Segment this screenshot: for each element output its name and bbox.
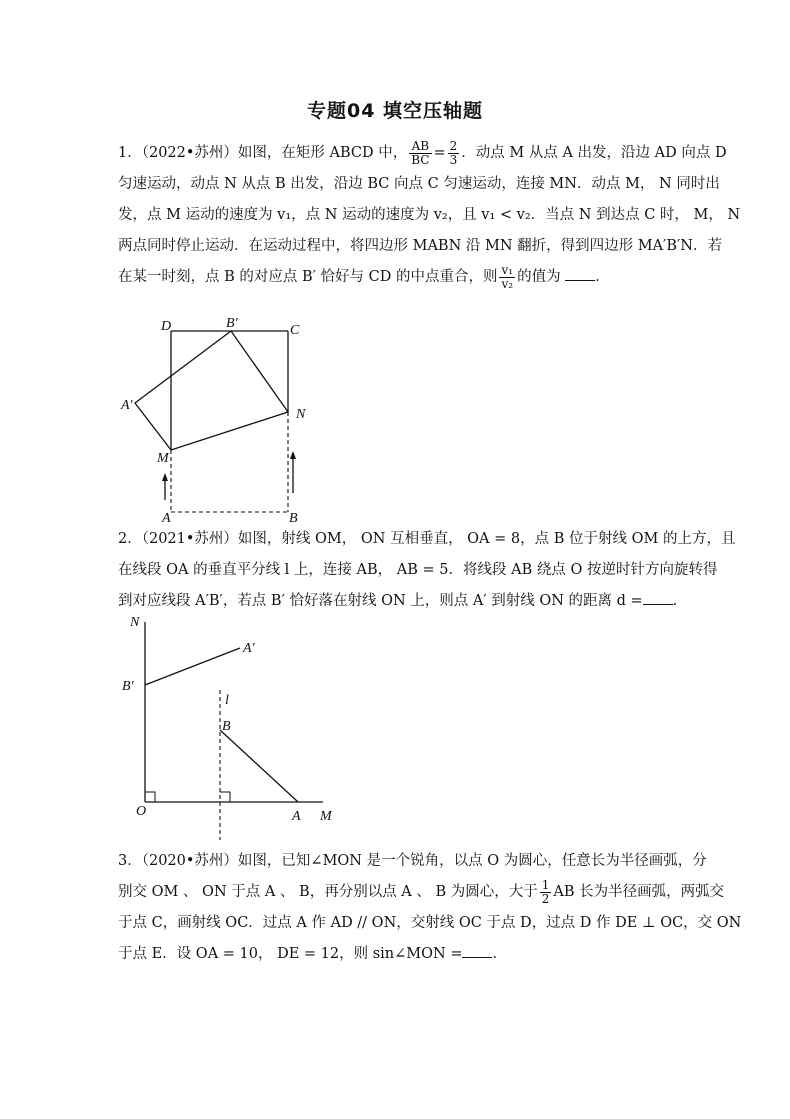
q1-line-3: 发，点 M 运动的速度为 v₁，点 N 运动的速度为 v₂，且 v₁ < v₂．当点 N 到达点 C 时， M， N bbox=[118, 207, 741, 223]
q2-line-2: 在线段 OA 的垂直平分线 l 上，连接 AB， AB = 5．将线段 AB 绕点 O 按逆时针方向旋转得 bbox=[118, 562, 718, 578]
q2-text: 到对应线段 A′B′，若点 B′ 恰好落在射线 ON 上，则点 A′ 到射线 ON 的距离 d = bbox=[118, 593, 643, 609]
fraction-denominator: 2 bbox=[541, 891, 550, 906]
label-a-prime: A′ bbox=[121, 398, 133, 413]
q3-text: 于点 E．设 OA = 10， DE = 12，则 sin∠MON = bbox=[118, 946, 463, 962]
fraction-ab-bc bbox=[409, 140, 431, 167]
right-angle-o bbox=[145, 792, 155, 802]
label-c: C bbox=[290, 323, 300, 338]
label-d: D bbox=[161, 319, 172, 334]
right-angle-l bbox=[220, 792, 230, 802]
question-2 bbox=[118, 524, 736, 617]
equals-sign: = bbox=[433, 145, 446, 161]
label-o: O bbox=[136, 804, 147, 819]
q1-text: 1．（2022•苏州）如图，在矩形 ABCD 中， bbox=[118, 145, 408, 161]
fraction-numerator: AB bbox=[409, 140, 431, 154]
segment-b-prime-a-prime bbox=[145, 648, 240, 685]
question-3 bbox=[118, 846, 742, 970]
q3-line-4 bbox=[118, 939, 678, 970]
q1-text: 在某一时刻，点 B 的对应点 B′ 恰好与 CD 的中点重合，则 bbox=[118, 269, 498, 285]
fraction-v1-v2 bbox=[499, 264, 515, 291]
fraction-numerator: v₁ bbox=[501, 262, 514, 277]
q3-text: 别交 OM 、 ON 于点 A 、 B，再分别以点 A 、 B 为圆心，大于 bbox=[118, 884, 538, 900]
q1-line-1 bbox=[118, 138, 727, 169]
fraction-two-thirds bbox=[448, 140, 460, 167]
fraction-numerator: 1 bbox=[541, 877, 550, 892]
label-a: A bbox=[292, 809, 301, 824]
q2-figure bbox=[118, 612, 348, 844]
label-a: A bbox=[162, 511, 171, 525]
q1-line-5 bbox=[118, 262, 678, 293]
label-a-prime: A′ bbox=[243, 641, 255, 656]
label-b: B bbox=[222, 719, 231, 734]
arrow-n-head bbox=[290, 451, 296, 459]
answer-blank[interactable] bbox=[462, 943, 492, 958]
fraction-denominator: v₂ bbox=[501, 276, 514, 291]
answer-blank[interactable] bbox=[565, 266, 595, 281]
q1-text: 的值为 bbox=[517, 269, 561, 285]
q1-text: ． bbox=[595, 269, 610, 285]
fraction-denominator: 3 bbox=[449, 152, 458, 167]
q3-line-1: 3．（2020•苏州）如图，已知∠MON 是一个锐角，以点 O 为圆心，任意长为半径画弧，分 bbox=[118, 853, 707, 869]
fraction-one-half bbox=[540, 879, 552, 906]
q2-text: ． bbox=[672, 593, 688, 609]
fraction-numerator: 2 bbox=[449, 138, 458, 153]
segment-ba bbox=[220, 730, 298, 802]
q2-line-1: 2．（2021•苏州）如图，射线 OM， ON 互相垂直， OA = 8，点 B 位于射线 OM 的上方，且 bbox=[118, 531, 736, 547]
label-m: M bbox=[157, 451, 169, 466]
q3-text: ． bbox=[492, 946, 507, 962]
label-m: M bbox=[320, 809, 332, 824]
q3-text: AB 长为半径画弧，两弧交 bbox=[553, 884, 725, 900]
label-n: N bbox=[130, 615, 140, 630]
label-b-prime: B′ bbox=[122, 679, 134, 694]
answer-blank[interactable] bbox=[643, 590, 673, 605]
label-l: l bbox=[225, 693, 229, 708]
q1-figure bbox=[115, 305, 325, 525]
label-b-prime: B′ bbox=[226, 316, 238, 331]
label-b: B bbox=[289, 511, 298, 525]
q3-line-3: 于点 C，画射线 OC．过点 A 作 AD // ON，交射线 OC 于点 D，过点 D 作 DE ⊥ OC，交 ON bbox=[118, 915, 742, 931]
fraction-denominator: BC bbox=[411, 152, 430, 167]
q1-line-4: 两点同时停止运动．在运动过程中，将四边形 MABN 沿 MN 翻折，得到四边形 MA′B′N．若 bbox=[118, 238, 722, 254]
question-1 bbox=[118, 138, 741, 293]
q3-line-2 bbox=[118, 877, 725, 908]
label-n: N bbox=[296, 407, 306, 422]
page-title: 专题04 填空压轴题 bbox=[306, 100, 484, 122]
arrow-m-head bbox=[162, 473, 168, 481]
q1-text: ．动点 M 从点 A 出发，沿边 AD 向点 D bbox=[461, 145, 727, 161]
q1-line-2: 匀速运动，动点 N 从点 B 出发，沿边 BC 向点 C 匀速运动，连接 MN．动点 M， N 同时出 bbox=[118, 176, 720, 192]
quad-ma-prime-b-prime-n bbox=[135, 331, 288, 450]
